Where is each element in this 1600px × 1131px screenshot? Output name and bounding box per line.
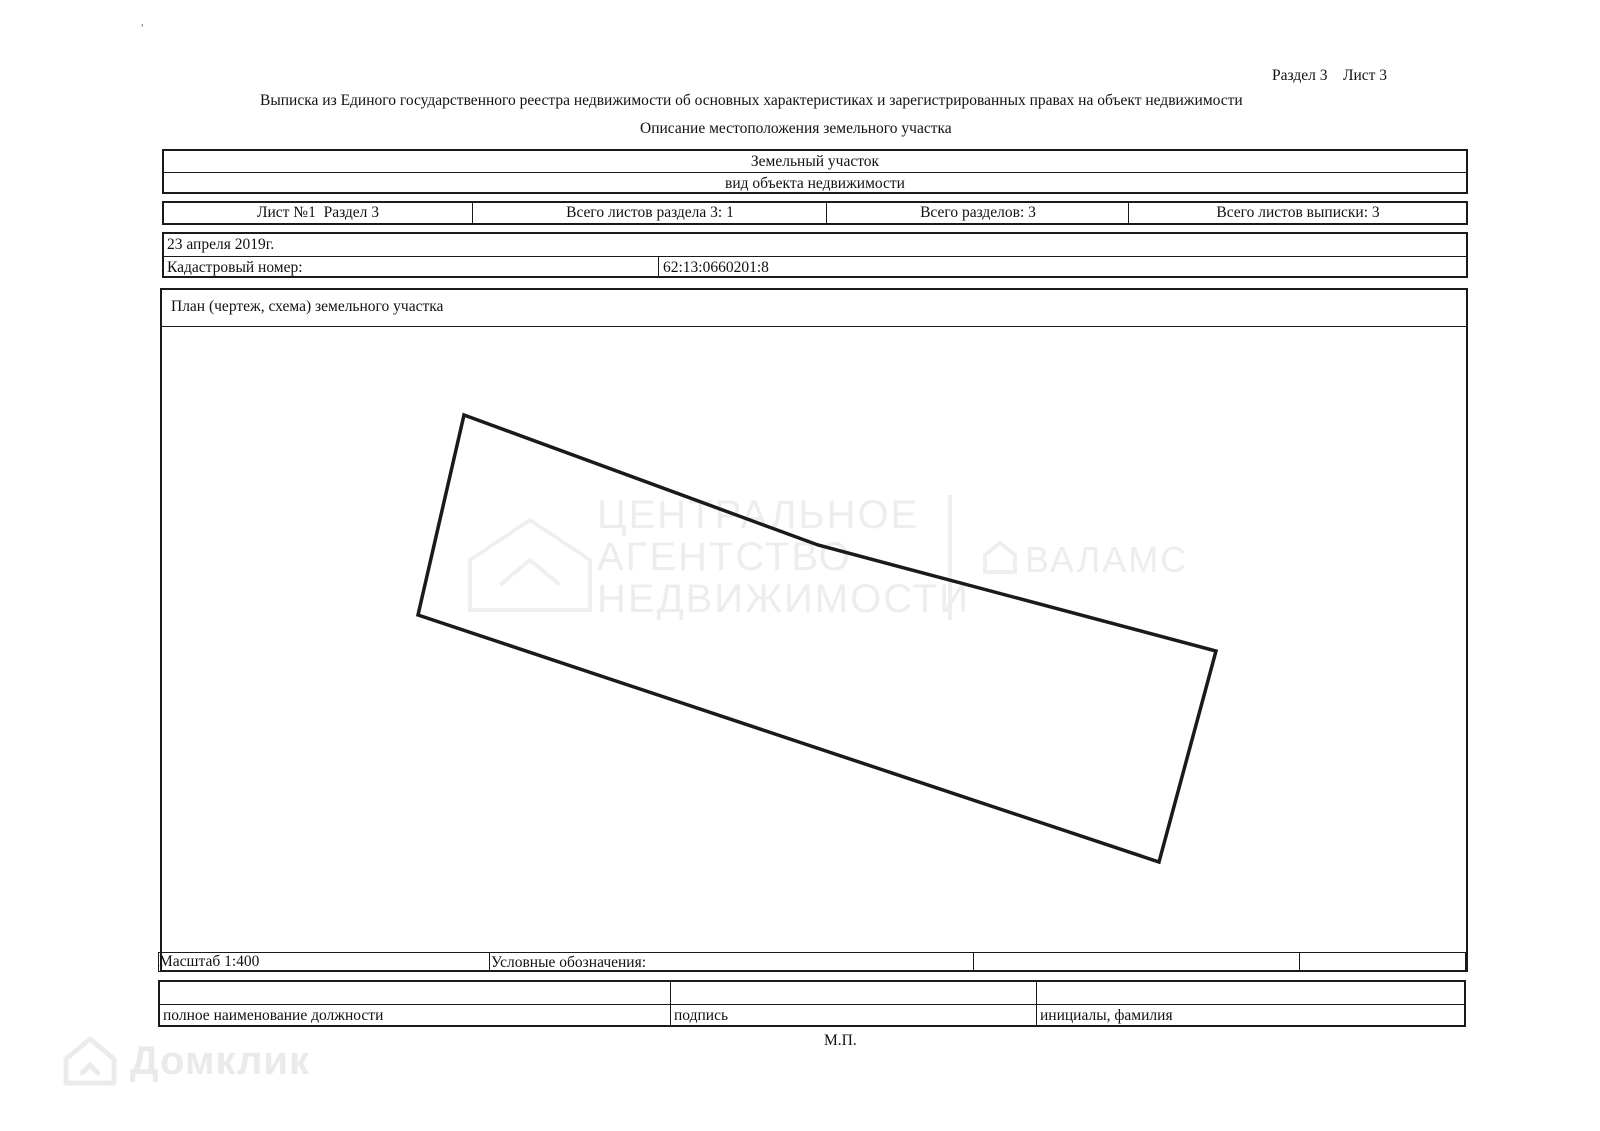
document-title: Выписка из Единого государственного реестра недвижимости об основных характеристиках и зарегистрированных правах на объект недвижимости	[260, 92, 1243, 109]
stamp-label: М.П.	[824, 1032, 857, 1049]
total-sheets: Всего листов выписки: 3	[1216, 204, 1380, 221]
scale-legend-row	[158, 952, 1466, 972]
land-plot-outline	[418, 415, 1216, 862]
legend-label: Условные обозначения:	[491, 954, 647, 971]
domclick-text: Домклик	[130, 1038, 311, 1083]
cadastral-number: 62:13:0660201:8	[663, 258, 769, 276]
cadastral-label: Кадастровый номер:	[167, 258, 303, 276]
position-caption: полное наименование должности	[163, 1007, 384, 1024]
scale-label: Масштаб 1:400	[159, 953, 260, 970]
total-sections: Всего разделов: 3	[920, 204, 1036, 221]
plan-title: План (чертеж, схема) земельного участка	[171, 298, 444, 315]
watermark-agency-line3: НЕДВИЖИМОСТИ	[597, 577, 970, 621]
object-type-caption: вид объекта недвижимости	[725, 174, 905, 192]
document-subtitle: Описание местоположения земельного участка	[640, 120, 952, 137]
extract-date: 23 апреля 2019г.	[167, 236, 275, 253]
signature-caption: подпись	[674, 1007, 729, 1024]
section-sheet-label: Раздел 3 Лист 3	[1272, 67, 1388, 84]
scan-mark: ˒	[140, 16, 145, 31]
watermark-agency-line2: АГЕНТСТВО	[597, 535, 852, 579]
signature-table	[158, 980, 1466, 1027]
watermark-brand: ВАЛАМС	[1025, 539, 1189, 580]
sheet-number: Лист №1 Раздел 3	[256, 204, 380, 221]
object-name: Земельный участок	[750, 153, 880, 170]
domclick-watermark	[60, 1033, 310, 1089]
section-sheets-count: Всего листов раздела 3: 1	[566, 204, 734, 221]
watermark-agency-line1: ЦЕНТРАЛЬНОЕ	[597, 493, 920, 537]
house-icon	[60, 1033, 120, 1089]
name-caption: инициалы, фамилия	[1040, 1007, 1173, 1024]
